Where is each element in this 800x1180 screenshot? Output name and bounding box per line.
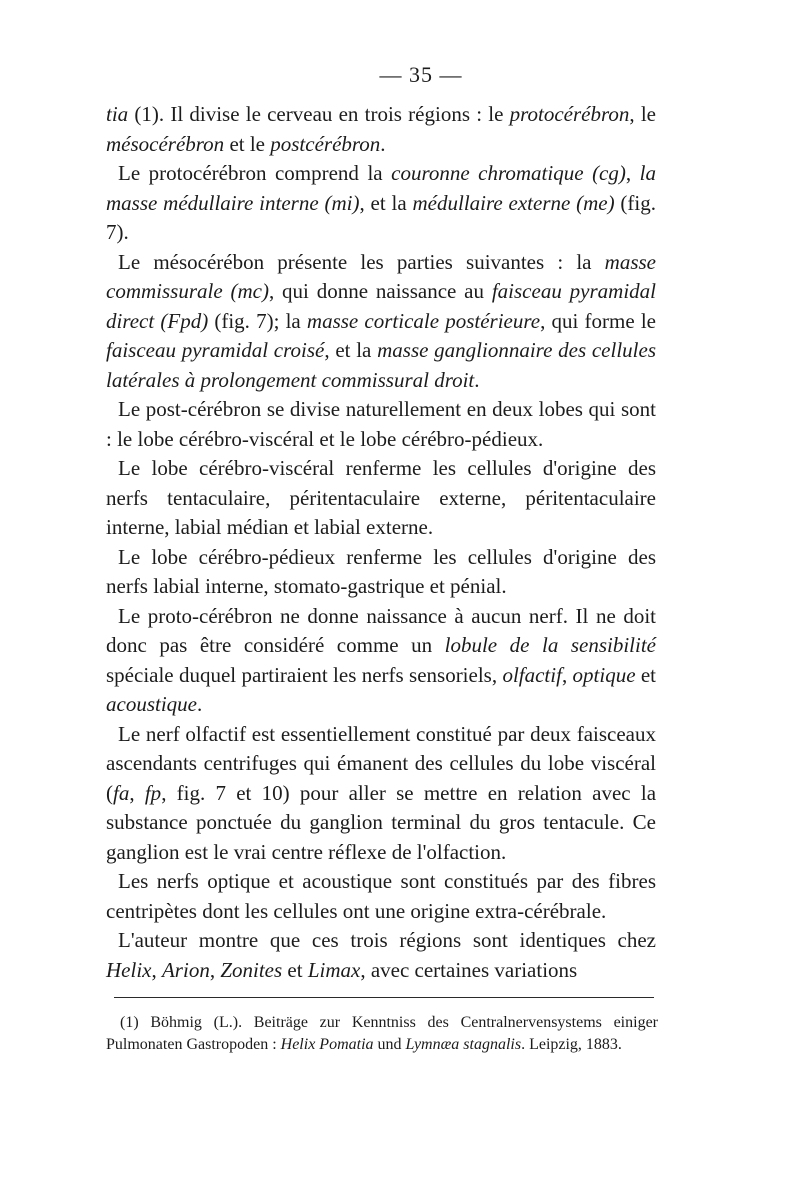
italic-run: mésocérébron — [106, 131, 225, 156]
paragraph — [106, 248, 656, 396]
italic-run: lobule de la sensibilité — [444, 633, 656, 657]
page-number: — 35 — — [379, 62, 463, 87]
paragraph — [106, 926, 656, 985]
italic-run: Arion — [161, 957, 210, 982]
italic-run: Limax — [307, 957, 361, 982]
paragraph — [106, 100, 656, 159]
italic-run: olfactif — [502, 662, 562, 687]
italic-run: la masse médullaire interne (mi) — [106, 161, 656, 215]
italic-run: masse ganglionnaire des cellules latérales à prolongement commissural droit — [106, 338, 656, 392]
text-run: et le — [224, 131, 271, 156]
text-run: , qui forme le — [540, 308, 656, 333]
text-run: , et la — [324, 338, 378, 362]
text-run: Le lobe cérébro-viscéral renferme les cellules d'origine des nerfs tentaculaire, péritentaculaire externe, péritentaculaire interne, labial médian et labial externe. — [106, 456, 656, 539]
text-run: , — [209, 957, 221, 982]
text-run: Le lobe cérébro-pédieux renferme les cellules d'origine des nerfs labial interne, stomato-gastrique et pénial. — [106, 544, 656, 598]
text-run: , le — [629, 102, 657, 126]
text-run: (1). Il divise le cerveau en trois régions : le — [128, 102, 510, 126]
text-run: , — [129, 780, 145, 805]
italic-run: protocérébron — [509, 102, 630, 126]
text-run: . — [474, 367, 480, 392]
paragraph — [106, 602, 656, 720]
text-run: , — [625, 161, 640, 185]
paragraph — [106, 867, 656, 926]
paragraph — [106, 159, 656, 248]
italic-run: Zonites — [220, 957, 283, 982]
text-run: , avec certaines variations — [360, 957, 578, 982]
italic-run: tia — [106, 102, 129, 126]
text-run: Le proto-cérébron ne donne naissance à aucun nerf. Il ne doit donc pas être considéré comme un — [106, 603, 656, 657]
text-run: (1) Böhmig (L.). Beiträge zur Kenntniss des Centralnervensystems einiger Pulmonaten Gastropoden : — [106, 1014, 658, 1053]
text-run: , fig. 7 et 10) pour aller se mettre en relation avec la substance ponctuée du ganglion terminal du gros tentacule. Ce ganglion est le vrai centre réflexe de l'olfaction. — [106, 780, 657, 864]
text-run: L'auteur montre que ces trois régions sont identiques chez — [118, 928, 656, 952]
text-run: . — [196, 692, 203, 716]
text-run: et — [282, 957, 308, 982]
text-run: . — [380, 131, 386, 156]
text-run: , et la — [359, 190, 413, 215]
paragraph — [106, 720, 656, 868]
text-run: Le protocérébron comprend la — [118, 161, 392, 185]
text-run: , — [561, 662, 573, 687]
text-run: Le nerf olfactif est essentiellement constitué par deux faisceaux ascendants centrifuges qui émanent des cellules du lobe viscéral ( — [106, 721, 656, 805]
italic-run: faisceau pyramidal direct (Fpd) — [106, 279, 656, 333]
body-text — [106, 100, 656, 985]
paragraph — [106, 454, 656, 543]
text-run: und — [373, 1036, 406, 1053]
footnote-divider — [114, 997, 654, 998]
italic-run: optique — [572, 662, 636, 687]
paragraph — [106, 543, 656, 602]
italic-run: Lymnæa stagnalis — [405, 1036, 522, 1053]
italic-run: faisceau pyramidal croisé — [106, 338, 325, 362]
text-run: Le post-cérébron se divise naturellement en deux lobes qui sont : le lobe cérébro-viscéral et le lobe cérébro-pédieux. — [106, 397, 656, 451]
italic-run: postcérébron — [270, 131, 381, 156]
text-run: Le mésocérébon présente les parties suivantes : la — [118, 249, 605, 274]
italic-run: Helix Pomatia — [280, 1036, 374, 1053]
text-run: . Leipzig, 1883. — [521, 1036, 622, 1053]
text-run: et — [635, 662, 657, 687]
italic-run: fp — [144, 780, 162, 805]
footnote-text — [106, 1012, 658, 1056]
footnote — [106, 1012, 658, 1056]
text-run: , qui donne naissance au — [268, 279, 492, 303]
italic-run: Helix — [106, 957, 152, 982]
paragraph — [106, 395, 656, 454]
italic-run: fa — [113, 780, 130, 805]
italic-run: médullaire externe (me) — [412, 190, 615, 215]
italic-run: acoustique — [106, 692, 197, 716]
italic-run: masse corticale postérieure — [306, 308, 541, 333]
text-run: (fig. 7). — [106, 190, 656, 244]
text-run: (fig. 7); la — [208, 308, 307, 333]
text-run: , — [151, 957, 162, 982]
text-run: Les nerfs optique et acoustique sont constitués par des fibres centripètes dont les cellules ont une origine extra-cérébrale. — [106, 869, 656, 923]
italic-run: couronne chromatique (cg) — [391, 161, 626, 185]
text-run: spéciale duquel partiraient les nerfs sensoriels, — [106, 662, 503, 687]
italic-run: masse commissurale (mc) — [106, 249, 656, 303]
